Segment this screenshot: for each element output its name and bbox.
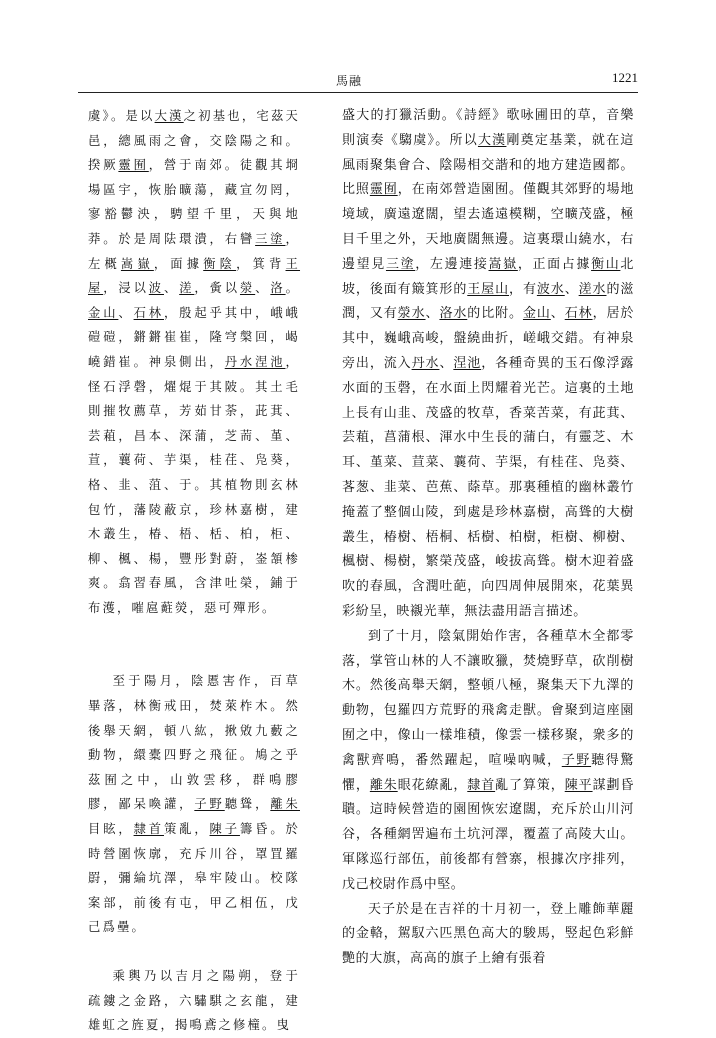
proper-name: 滎水 (397, 306, 426, 322)
running-header (78, 66, 638, 92)
proper-name: 丹水 (224, 354, 256, 369)
translation-paragraph: 到了十月，陰氣開始作害，各種草木全都零落，掌管山林的人不讓畋獵，焚燒野草，砍削樹木。然後高舉天網，整頓八極，聚集天下九澤的動物，包羅四方荒野的飛禽走獸。會聚到這座園囿之中，像山一樣堆積，像雲一樣移聚，衆多的禽獸齊鳴，番然躍起，喧噪吶喊，子野聽得驚懼，離朱眼花繚亂，隸首亂了算策，陳平謀劃昏聵。這時候營造的園囿恢宏遼闊，充斥於山川河谷，各種網罟遍布土坑河澤，覆蓋了高陵大山。軍隊巡行部伍，前後都有營寨，根據次序排列，戊己校尉作爲中堅。 (342, 628, 634, 892)
original-paragraph: 乘輿乃以吉月之陽朔，登于疏鏤之金路，六驌騏之玄龍，建雄虹之旌夏，揭鳴鳶之修橦。曳 (88, 969, 300, 1033)
proper-name: 離朱 (369, 777, 398, 793)
original-text-column (88, 104, 300, 1038)
proper-name: 石林 (133, 305, 164, 320)
proper-name: 丹水 (411, 355, 440, 371)
proper-name: 大漢 (154, 109, 184, 123)
proper-name: 波 (148, 281, 164, 296)
proper-name: 子野 (194, 797, 225, 812)
proper-name: 滎 (239, 281, 256, 296)
proper-name: 三塗 (255, 231, 286, 246)
proper-name: 涅池 (255, 354, 286, 369)
proper-name: 石林 (564, 306, 593, 322)
proper-name: 靈囿 (118, 158, 149, 173)
original-paragraph: 至于陽月，陰慝害作，百草畢落，林衡戒田，焚萊柞木。然後舉天網，頓八紘，揪敓九藪之動物，繯橐四野之飛征。鳩之乎茲囿之中，山敦雲移，群鳴膠膠，鄙呆喚讙，子野聽聳，離朱目眩，隸首策亂，陳子籌昏。於時營圍恢廓，充斥川谷，罩罝羅罻，彌綸坑澤，皋牢陵山。校隊案部，前後有屯，甲乙相伍，戊己爲壘。 (88, 674, 301, 935)
proper-name: 溠水 (578, 281, 607, 297)
proper-name: 金山 (88, 305, 119, 320)
running-title: 馬融 (336, 74, 363, 88)
translation-paragraph: 盛大的打獵活動。《詩經》歌咏圃田的草，音樂則演奏《騶虞》。所以大漢剛奠定基業，就在這風雨聚集會合、陰陽相交諧和的地方建造國都。比照靈囿，在南郊營造園囿。僅觀其郊野的場地境域，廣遠遼闊，望去遙遠模糊，空曠茂盛，極目千里之外，天地廣闊無邊。這裏環山繞水，右邊望見三塗，左邊連接嵩嶽，正面占據衡山北坡，後面有簸箕形的王屋山，有波水、溠水的滋潤，又有滎水、洛水的比附。金山、石林，居於其中，巍峨高峻，盤繞曲折，嵯峨交錯。有神泉旁出，流入丹水、涅池，各種奇異的玉石像浮露水面的玉磬，在水面上閃耀着光芒。這裏的土地上長有山韭、茂盛的牧草，香菜苦菜，有茈萁、芸蒩，菖蒲根、渾水中生長的蒲白，有靈芝、木耳、堇菜、荁菜、蘘荷、芋渠，有桂荏、凫葵、茖葱、韭菜、芭蕉、蒢草。那裏種植的幽林叢竹掩蓋了整個山陵，到處是珍林嘉樹，高聳的大樹叢生，椿樹、梧桐、栝樹、柏樹，柜樹、柳樹、楓樹、楊樹，繁榮茂盛，峻拔高聳。樹木迎着盛吹的春風，含潤吐葩，向四周伸展開來，花葉異彩紛呈，映襯光華，無法盡用語言描述。 (342, 108, 635, 619)
proper-name: 嵩嶽 (120, 256, 154, 271)
proper-name: 離朱 (270, 797, 300, 812)
proper-name: 靈囿 (369, 182, 398, 198)
proper-name: 隸首 (133, 822, 164, 837)
proper-name: 王屋山 (467, 281, 510, 297)
proper-name: 洛 (270, 281, 286, 296)
proper-name: 陳子 (209, 822, 240, 837)
translation-column (342, 104, 634, 972)
proper-name: 嵩嶽 (488, 256, 518, 272)
proper-name: 洛水 (439, 306, 468, 322)
proper-name: 隸首 (467, 777, 496, 793)
original-paragraph: 虞》。是以大漢之初基也，宅茲天邑，總風雨之會，交陰陽之和。揆厥靈囿，營于南郊。徒觀其埛場區宇，恢胎曠蕩，藏宣勿罔，寥豁鬱泱，騁望千里，天與地莽。於是周阹環潰，右矕三塗，左概嵩嶽，面據衡陰，箕背王屋，浸以波、溠，夤以滎、洛。金山、石林，殷起乎其中，峨峨磑磑，鏘鏘崔崔，隆穹槃回，嵑嶢錯崔。神泉側出，丹水涅池，怪石浮磬，燿焜于其陂。其土毛則摧牧薦草，芳茹甘荼，茈萁、芸蒩，昌本、深蒲，芝荋、堇、荁，蘘荷、芋渠，桂荏、凫葵，格、韭、菹、于。其植物則玄林包竹，藩陵蔽京，珍林嘉樹，建木叢生，椿、梧、栝、柏，柜、柳、楓、楊，豐彤對蔚，崟頷椮爽。翕習春風，含津吐榮，鋪于布濩，嗺扈蘣熒，惡可殫形。 (88, 109, 301, 615)
proper-name: 波水 (536, 281, 565, 297)
proper-name: 衡陰 (203, 256, 237, 271)
proper-name: 王屋 (88, 256, 301, 296)
proper-name: 涅池 (453, 355, 482, 371)
proper-name: 溠 (179, 281, 195, 296)
proper-name: 大漢 (477, 132, 507, 148)
proper-name: 陳平 (564, 777, 593, 793)
proper-name: 衡山 (591, 256, 621, 272)
proper-name: 子野 (561, 752, 592, 768)
translation-paragraph: 天子於是在吉祥的十月初一，登上雕飾華麗的金輅，駕馭六匹黑色高大的駿馬，竪起色彩鮮艷的大旗，高高的旗子上繪有張着 (342, 901, 634, 967)
proper-name: 三塗 (385, 256, 416, 272)
header-rule (78, 92, 638, 93)
proper-name: 金山 (522, 306, 551, 322)
page-number: 1221 (612, 70, 638, 85)
